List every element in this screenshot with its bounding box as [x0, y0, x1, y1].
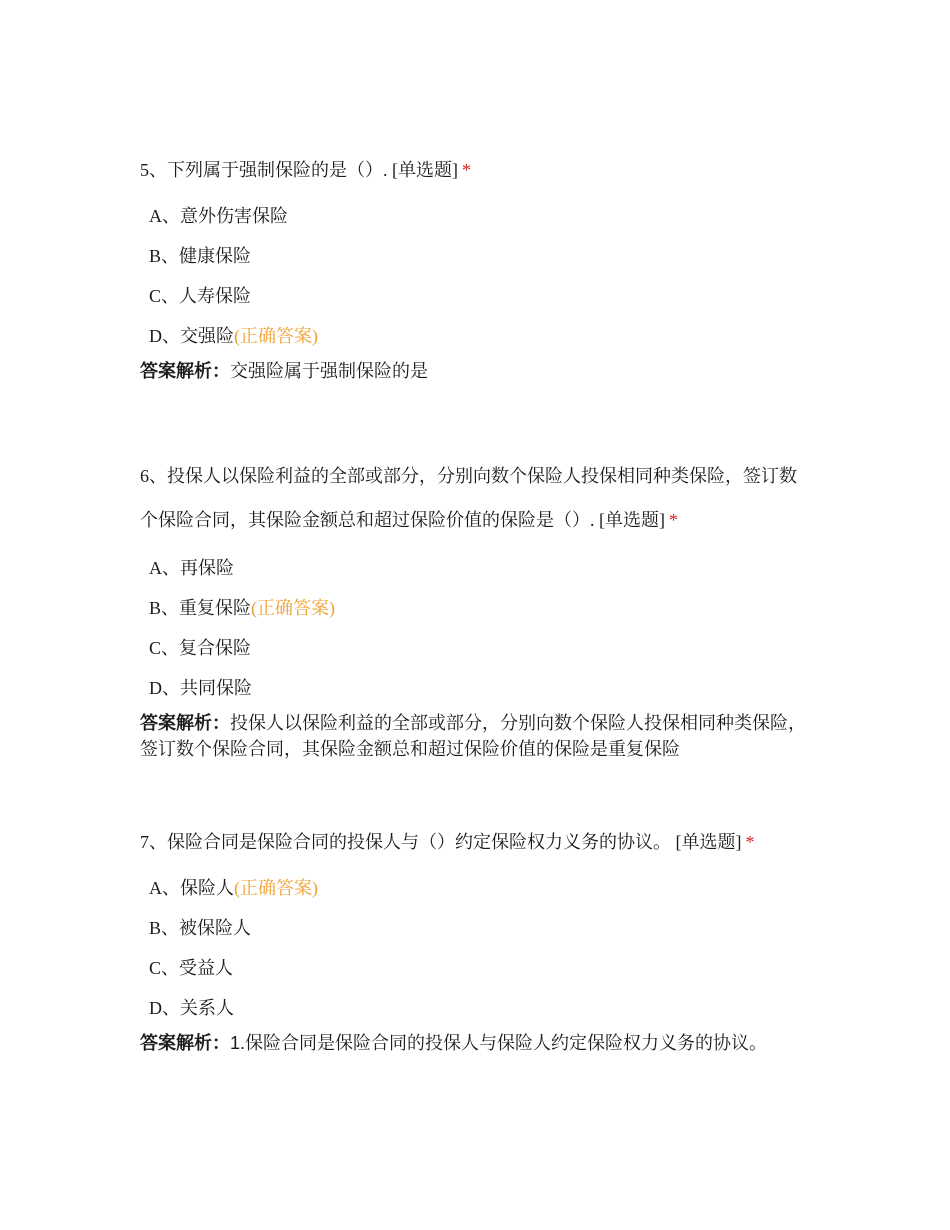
option-text: B、重复保险: [149, 598, 252, 618]
option-b[interactable]: [140, 588, 810, 628]
options-list: [140, 548, 810, 708]
analysis-text: 投保人以保险利益的全部或部分，分别向数个保险人投保相同种类保险，签订数个保险合同，其保险金额总和超过保险价值的保险是重复保险: [140, 713, 806, 759]
question-6: [140, 454, 810, 762]
option-text: D、关系人: [149, 998, 234, 1018]
options-list: [140, 196, 810, 356]
option-a[interactable]: [140, 548, 810, 588]
option-d[interactable]: [140, 988, 810, 1028]
answer-analysis: [140, 358, 810, 384]
question-7: [140, 822, 810, 1056]
option-c[interactable]: [140, 628, 810, 668]
option-b[interactable]: [140, 236, 810, 276]
answer-analysis: [140, 710, 810, 762]
analysis-label: 答案解析：: [140, 361, 230, 381]
question-title: [140, 454, 810, 542]
option-text: B、健康保险: [149, 246, 252, 266]
question-title: [140, 150, 810, 190]
options-list: [140, 868, 810, 1028]
option-text: A、保险人: [149, 878, 234, 898]
required-mark: *: [745, 832, 755, 852]
option-c[interactable]: [140, 948, 810, 988]
required-mark: *: [462, 160, 471, 180]
option-text: D、共同保险: [149, 678, 252, 698]
option-text: A、再保险: [149, 558, 234, 578]
answer-analysis: [140, 1030, 810, 1056]
option-text: D、交强险: [149, 326, 234, 346]
analysis-text: 交强险属于强制保险的是: [230, 361, 428, 381]
required-mark: *: [669, 510, 678, 530]
option-text: C、人寿保险: [149, 286, 252, 306]
option-a[interactable]: [140, 868, 810, 908]
question-title: [140, 822, 810, 862]
option-d[interactable]: [140, 316, 810, 356]
analysis-text: 1.保险合同是保险合同的投保人与保险人约定保险权力义务的协议。: [230, 1033, 768, 1053]
analysis-label: 答案解析：: [140, 713, 230, 733]
question-text: 5、下列属于强制保险的是（）. [单选题]: [140, 160, 458, 180]
option-text: C、受益人: [149, 958, 234, 978]
option-text: B、被保险人: [149, 918, 252, 938]
option-c[interactable]: [140, 276, 810, 316]
correct-answer-label: (正确答案): [234, 878, 318, 898]
analysis-label: 答案解析：: [140, 1033, 230, 1053]
option-text: C、复合保险: [149, 638, 252, 658]
question-text: 7、保险合同是保险合同的投保人与（）约定保险权力义务的协议。 [单选题]: [140, 832, 742, 852]
option-a[interactable]: [140, 196, 810, 236]
correct-answer-label: (正确答案): [251, 598, 336, 618]
question-text: 6、投保人以保险利益的全部或部分，分别向数个保险人投保相同种类保险，签订数个保险合同，其保险金额总和超过保险价值的保险是（）. [单选题]: [140, 466, 797, 530]
correct-answer-label: (正确答案): [234, 326, 318, 346]
option-d[interactable]: [140, 668, 810, 708]
question-5: [140, 150, 810, 384]
option-b[interactable]: [140, 908, 810, 948]
option-text: A、意外伤害保险: [149, 206, 288, 226]
